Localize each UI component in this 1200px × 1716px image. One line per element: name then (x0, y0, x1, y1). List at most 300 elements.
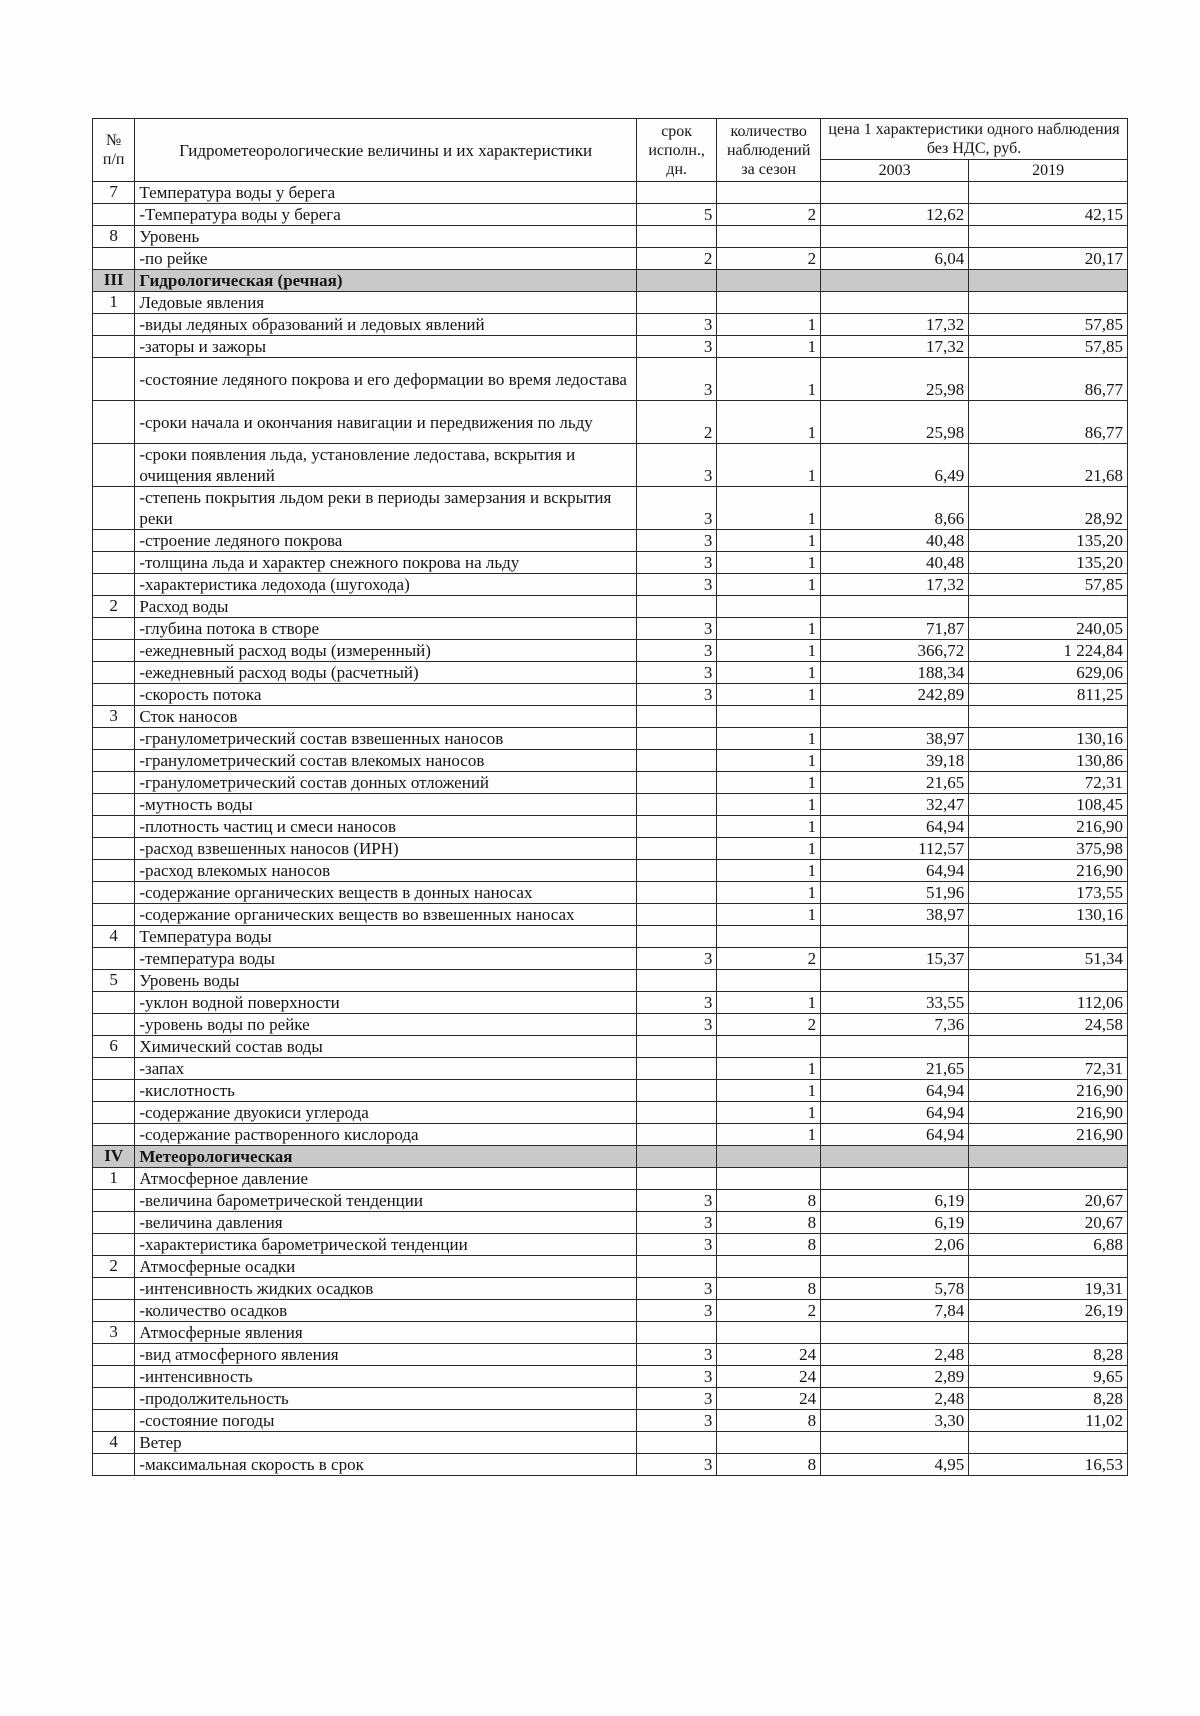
section-blank-cell (717, 1146, 821, 1168)
group-number: 3 (93, 706, 135, 728)
price-2003: 40,48 (821, 552, 969, 574)
price-2003: 6,49 (821, 444, 969, 487)
price-2003: 21,65 (821, 772, 969, 794)
row-number-cell (93, 401, 135, 444)
price-2019: 6,88 (969, 1234, 1128, 1256)
observation-count: 8 (717, 1410, 821, 1432)
term-days (636, 794, 716, 816)
group-row (93, 706, 1128, 728)
group-title: Атмосферные явления (135, 1322, 637, 1344)
table-row (93, 904, 1128, 926)
row-number-cell (93, 860, 135, 882)
price-2019: 216,90 (969, 1124, 1128, 1146)
row-number-cell (93, 574, 135, 596)
price-2003: 38,97 (821, 728, 969, 750)
term-days: 3 (636, 552, 716, 574)
characteristic-name: -толщина льда и характер снежного покрова на льду (135, 552, 637, 574)
group-blank-cell (636, 1256, 716, 1278)
group-blank-cell (821, 596, 969, 618)
term-days: 3 (636, 1410, 716, 1432)
term-days (636, 1102, 716, 1124)
price-2003: 6,04 (821, 248, 969, 270)
table-row (93, 1190, 1128, 1212)
term-days (636, 728, 716, 750)
group-number: 2 (93, 1256, 135, 1278)
group-title: Атмосферные осадки (135, 1256, 637, 1278)
section-row (93, 1146, 1128, 1168)
term-days (636, 904, 716, 926)
observation-count: 2 (717, 204, 821, 226)
group-row (93, 1036, 1128, 1058)
section-title: Метеорологическая (135, 1146, 637, 1168)
section-number: IV (93, 1146, 135, 1168)
group-blank-cell (636, 926, 716, 948)
observation-count: 1 (717, 358, 821, 401)
price-2003: 32,47 (821, 794, 969, 816)
observation-count: 1 (717, 1058, 821, 1080)
group-blank-cell (821, 1256, 969, 1278)
term-days: 3 (636, 336, 716, 358)
characteristic-name: -мутность воды (135, 794, 637, 816)
observation-count: 1 (717, 444, 821, 487)
observation-count: 24 (717, 1344, 821, 1366)
observation-count: 1 (717, 684, 821, 706)
group-blank-cell (717, 926, 821, 948)
group-blank-cell (636, 596, 716, 618)
group-row (93, 226, 1128, 248)
price-2003: 5,78 (821, 1278, 969, 1300)
table-row (93, 1124, 1128, 1146)
price-2003: 242,89 (821, 684, 969, 706)
term-days: 3 (636, 530, 716, 552)
observation-count: 24 (717, 1366, 821, 1388)
group-blank-cell (969, 706, 1128, 728)
characteristic-name: -сроки начала и окончания навигации и передвижения по льду (135, 401, 637, 444)
group-row (93, 926, 1128, 948)
group-blank-cell (717, 1036, 821, 1058)
term-days: 3 (636, 1234, 716, 1256)
table-row (93, 728, 1128, 750)
group-title: Температура воды у берега (135, 182, 637, 204)
observation-count: 2 (717, 1300, 821, 1322)
price-2019: 216,90 (969, 816, 1128, 838)
group-blank-cell (969, 1168, 1128, 1190)
section-blank-cell (821, 1146, 969, 1168)
price-2003: 71,87 (821, 618, 969, 640)
term-days: 3 (636, 444, 716, 487)
characteristic-name: -продолжительность (135, 1388, 637, 1410)
observation-count: 1 (717, 992, 821, 1014)
group-row (93, 1168, 1128, 1190)
header-name: Гидрометеорологические величины и их характеристики (135, 119, 637, 182)
group-row (93, 1322, 1128, 1344)
row-number-cell (93, 204, 135, 226)
price-2003: 64,94 (821, 1102, 969, 1124)
term-days (636, 838, 716, 860)
observation-count: 1 (717, 618, 821, 640)
row-number-cell (93, 1366, 135, 1388)
price-2019: 57,85 (969, 314, 1128, 336)
group-blank-cell (969, 1432, 1128, 1454)
characteristic-name: -вид атмосферного явления (135, 1344, 637, 1366)
observation-count: 24 (717, 1388, 821, 1410)
table-row (93, 314, 1128, 336)
group-blank-cell (636, 1168, 716, 1190)
term-days: 3 (636, 1278, 716, 1300)
group-title: Расход воды (135, 596, 637, 618)
group-number: 7 (93, 182, 135, 204)
observation-count: 1 (717, 487, 821, 530)
characteristic-name: -гранулометрический состав взвешенных наносов (135, 728, 637, 750)
table-row (93, 816, 1128, 838)
observation-count: 1 (717, 574, 821, 596)
observation-count: 1 (717, 816, 821, 838)
header-price: цена 1 характеристики одного наблюдения без НДС, руб. (821, 119, 1128, 160)
row-number-cell (93, 1058, 135, 1080)
characteristic-name: -уклон водной поверхности (135, 992, 637, 1014)
price-2003: 2,48 (821, 1388, 969, 1410)
table-row (93, 750, 1128, 772)
term-days: 3 (636, 1212, 716, 1234)
group-blank-cell (821, 292, 969, 314)
characteristic-name: -кислотность (135, 1080, 637, 1102)
group-blank-cell (636, 1432, 716, 1454)
group-row (93, 292, 1128, 314)
row-number-cell (93, 1102, 135, 1124)
group-blank-cell (821, 1432, 969, 1454)
table-row (93, 401, 1128, 444)
row-number-cell (93, 882, 135, 904)
observation-count: 2 (717, 248, 821, 270)
term-days: 3 (636, 1366, 716, 1388)
group-blank-cell (636, 292, 716, 314)
group-blank-cell (969, 226, 1128, 248)
row-number-cell (93, 336, 135, 358)
price-2019: 130,16 (969, 904, 1128, 926)
row-number-cell (93, 530, 135, 552)
group-blank-cell (821, 1168, 969, 1190)
price-2019: 135,20 (969, 552, 1128, 574)
price-2003: 7,84 (821, 1300, 969, 1322)
term-days: 3 (636, 574, 716, 596)
price-2003: 25,98 (821, 358, 969, 401)
term-days: 3 (636, 1344, 716, 1366)
price-2019: 216,90 (969, 1102, 1128, 1124)
term-days (636, 882, 716, 904)
price-2003: 2,06 (821, 1234, 969, 1256)
price-2003: 64,94 (821, 1124, 969, 1146)
row-number-cell (93, 948, 135, 970)
characteristic-name: -величина барометрической тенденции (135, 1190, 637, 1212)
characteristic-name: -глубина потока в створе (135, 618, 637, 640)
term-days: 5 (636, 204, 716, 226)
row-number-cell (93, 662, 135, 684)
price-2019: 57,85 (969, 336, 1128, 358)
price-2003: 38,97 (821, 904, 969, 926)
row-number-cell (93, 750, 135, 772)
characteristic-name: -интенсивность жидких осадков (135, 1278, 637, 1300)
header-count: количество наблюдений за сезон (717, 119, 821, 182)
price-2019: 21,68 (969, 444, 1128, 487)
characteristic-name: -строение ледяного покрова (135, 530, 637, 552)
group-blank-cell (717, 292, 821, 314)
table-row (93, 1080, 1128, 1102)
characteristic-name: -виды ледяных образований и ледовых явлений (135, 314, 637, 336)
group-title: Уровень (135, 226, 637, 248)
characteristic-name: -величина давления (135, 1212, 637, 1234)
observation-count: 8 (717, 1234, 821, 1256)
term-days: 3 (636, 358, 716, 401)
characteristic-name: -гранулометрический состав донных отложений (135, 772, 637, 794)
price-table (92, 118, 1128, 1476)
price-2003: 112,57 (821, 838, 969, 860)
characteristic-name: -по рейке (135, 248, 637, 270)
characteristic-name: -степень покрытия льдом реки в периоды замерзания и вскрытия реки (135, 487, 637, 530)
characteristic-name: -количество осадков (135, 1300, 637, 1322)
price-2019: 26,19 (969, 1300, 1128, 1322)
group-blank-cell (821, 706, 969, 728)
price-2003: 2,89 (821, 1366, 969, 1388)
row-number-cell (93, 1080, 135, 1102)
table-row (93, 444, 1128, 487)
table-row (93, 1234, 1128, 1256)
term-days (636, 1058, 716, 1080)
observation-count: 1 (717, 552, 821, 574)
group-blank-cell (969, 596, 1128, 618)
group-number: 5 (93, 970, 135, 992)
characteristic-name: -состояние погоды (135, 1410, 637, 1432)
characteristic-name: -характеристика ледохода (шугохода) (135, 574, 637, 596)
characteristic-name: -плотность частиц и смеси наносов (135, 816, 637, 838)
group-row (93, 596, 1128, 618)
row-number-cell (93, 838, 135, 860)
group-row (93, 182, 1128, 204)
term-days: 3 (636, 640, 716, 662)
observation-count: 1 (717, 1124, 821, 1146)
term-days (636, 816, 716, 838)
group-number: 4 (93, 1432, 135, 1454)
characteristic-name: -сроки появления льда, установление ледостава, вскрытия и очищения явлений (135, 444, 637, 487)
row-number-cell (93, 444, 135, 487)
group-title: Атмосферное давление (135, 1168, 637, 1190)
characteristic-name: -содержание двуокиси углерода (135, 1102, 637, 1124)
term-days (636, 1080, 716, 1102)
table-row (93, 530, 1128, 552)
observation-count: 1 (717, 728, 821, 750)
term-days (636, 750, 716, 772)
table-row (93, 838, 1128, 860)
group-blank-cell (717, 1322, 821, 1344)
price-2003: 366,72 (821, 640, 969, 662)
characteristic-name: -температура воды (135, 948, 637, 970)
row-number-cell (93, 1410, 135, 1432)
observation-count: 1 (717, 794, 821, 816)
group-number: 1 (93, 292, 135, 314)
term-days: 3 (636, 992, 716, 1014)
section-blank-cell (969, 270, 1128, 292)
price-2019: 72,31 (969, 772, 1128, 794)
observation-count: 1 (717, 336, 821, 358)
section-blank-cell (821, 270, 969, 292)
price-2019: 240,05 (969, 618, 1128, 640)
observation-count: 1 (717, 640, 821, 662)
price-2019: 108,45 (969, 794, 1128, 816)
group-title: Ледовые явления (135, 292, 637, 314)
term-days: 2 (636, 401, 716, 444)
characteristic-name: -расход взвешенных наносов (ИРН) (135, 838, 637, 860)
observation-count: 1 (717, 838, 821, 860)
term-days: 3 (636, 618, 716, 640)
price-2003: 6,19 (821, 1212, 969, 1234)
row-number-cell (93, 358, 135, 401)
row-number-cell (93, 640, 135, 662)
observation-count: 1 (717, 1080, 821, 1102)
price-2019: 24,58 (969, 1014, 1128, 1036)
row-number-cell (93, 1278, 135, 1300)
term-days (636, 860, 716, 882)
term-days: 3 (636, 1014, 716, 1036)
price-2019: 216,90 (969, 1080, 1128, 1102)
characteristic-name: -расход влекомых наносов (135, 860, 637, 882)
price-2003: 17,32 (821, 314, 969, 336)
price-2003: 17,32 (821, 574, 969, 596)
price-2019: 135,20 (969, 530, 1128, 552)
characteristic-name: -содержание органических веществ во взвешенных наносах (135, 904, 637, 926)
price-2003: 64,94 (821, 1080, 969, 1102)
table-row (93, 1058, 1128, 1080)
section-blank-cell (717, 270, 821, 292)
section-blank-cell (969, 1146, 1128, 1168)
table-row (93, 1300, 1128, 1322)
price-2019: 9,65 (969, 1366, 1128, 1388)
price-2003: 64,94 (821, 860, 969, 882)
group-number: 4 (93, 926, 135, 948)
price-2003: 188,34 (821, 662, 969, 684)
characteristic-name: -содержание органических веществ в донных наносах (135, 882, 637, 904)
price-2019: 112,06 (969, 992, 1128, 1014)
row-number-cell (93, 728, 135, 750)
observation-count: 1 (717, 530, 821, 552)
section-number: III (93, 270, 135, 292)
price-2019: 19,31 (969, 1278, 1128, 1300)
row-number-cell (93, 1014, 135, 1036)
price-2003: 17,32 (821, 336, 969, 358)
row-number-cell (93, 1454, 135, 1476)
group-blank-cell (636, 970, 716, 992)
observation-count: 1 (717, 904, 821, 926)
table-row (93, 640, 1128, 662)
price-2019: 130,86 (969, 750, 1128, 772)
table-row (93, 1278, 1128, 1300)
price-2019: 375,98 (969, 838, 1128, 860)
characteristic-name: -Температура воды у берега (135, 204, 637, 226)
section-blank-cell (636, 1146, 716, 1168)
section-title: Гидрологическая (речная) (135, 270, 637, 292)
characteristic-name: -скорость потока (135, 684, 637, 706)
group-blank-cell (636, 226, 716, 248)
price-2003: 25,98 (821, 401, 969, 444)
table-row (93, 948, 1128, 970)
row-number-cell (93, 1212, 135, 1234)
group-blank-cell (969, 1036, 1128, 1058)
group-blank-cell (821, 1322, 969, 1344)
header-year-2019: 2019 (969, 160, 1128, 182)
group-blank-cell (969, 970, 1128, 992)
characteristic-name: -гранулометрический состав влекомых наносов (135, 750, 637, 772)
price-2003: 15,37 (821, 948, 969, 970)
observation-count: 8 (717, 1190, 821, 1212)
group-blank-cell (969, 926, 1128, 948)
price-2019: 1 224,84 (969, 640, 1128, 662)
row-number-cell (93, 1388, 135, 1410)
group-number: 3 (93, 1322, 135, 1344)
characteristic-name: -заторы и зажоры (135, 336, 637, 358)
table-row (93, 336, 1128, 358)
table-row (93, 358, 1128, 401)
row-number-cell (93, 1300, 135, 1322)
price-2019: 72,31 (969, 1058, 1128, 1080)
group-blank-cell (717, 970, 821, 992)
group-blank-cell (821, 1036, 969, 1058)
group-blank-cell (969, 292, 1128, 314)
header-year-2003: 2003 (821, 160, 969, 182)
term-days: 3 (636, 948, 716, 970)
table-row (93, 1454, 1128, 1476)
table-row (93, 1410, 1128, 1432)
group-blank-cell (969, 182, 1128, 204)
price-2003: 6,19 (821, 1190, 969, 1212)
price-2019: 20,67 (969, 1212, 1128, 1234)
group-number: 2 (93, 596, 135, 618)
table-row (93, 1102, 1128, 1124)
table-row (93, 794, 1128, 816)
row-number-cell (93, 772, 135, 794)
term-days (636, 1124, 716, 1146)
term-days: 3 (636, 1454, 716, 1476)
observation-count: 1 (717, 772, 821, 794)
observation-count: 1 (717, 882, 821, 904)
group-title: Химический состав воды (135, 1036, 637, 1058)
row-number-cell (93, 618, 135, 640)
row-number-cell (93, 684, 135, 706)
table-row (93, 204, 1128, 226)
price-2019: 86,77 (969, 358, 1128, 401)
row-number-cell (93, 552, 135, 574)
price-2003: 51,96 (821, 882, 969, 904)
group-blank-cell (717, 596, 821, 618)
price-2019: 811,25 (969, 684, 1128, 706)
group-blank-cell (717, 226, 821, 248)
group-blank-cell (717, 1256, 821, 1278)
table-row (93, 662, 1128, 684)
table-row (93, 552, 1128, 574)
observation-count: 1 (717, 314, 821, 336)
row-number-cell (93, 1190, 135, 1212)
group-blank-cell (969, 1256, 1128, 1278)
row-number-cell (93, 992, 135, 1014)
group-blank-cell (821, 182, 969, 204)
characteristic-name: -состояние ледяного покрова и его деформации во время ледостава (135, 358, 637, 401)
characteristic-name: -характеристика барометрической тенденции (135, 1234, 637, 1256)
observation-count: 1 (717, 401, 821, 444)
group-blank-cell (717, 1168, 821, 1190)
observation-count: 1 (717, 1102, 821, 1124)
term-days: 2 (636, 248, 716, 270)
row-number-cell (93, 816, 135, 838)
price-2003: 7,36 (821, 1014, 969, 1036)
table-row (93, 487, 1128, 530)
price-2003: 3,30 (821, 1410, 969, 1432)
